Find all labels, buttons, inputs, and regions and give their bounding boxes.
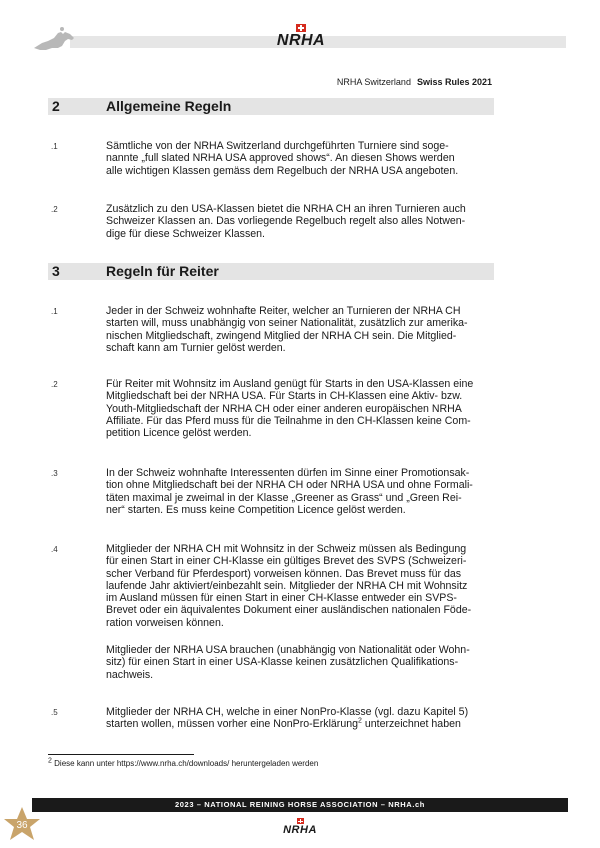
running-head-title: Swiss Rules 2021 [416,77,492,87]
paragraph-text [106,706,490,731]
paragraph-text-tail: unterzeichnet haben [361,718,461,731]
nrha-footer-logo [282,818,318,836]
paragraph-number: .1 [51,142,58,151]
paragraph-text: Jeder in der Schweiz wohnhafte Reiter, welcher an Turnieren der NRHA CH starten will, muss unabhängig von seiner Nationalität, zusätzlich zur amerika- nischen Mitgliedschaft, zwingend Mitglied der NRHA CH sein. Die Mitglied- schaft kann am Turnier gelöst werden. [106,305,468,354]
footnote-marker: 2 [48,757,52,765]
running-head [337,77,492,87]
footnote-reference: 2 [358,717,362,725]
paragraph-text: In der Schweiz wohnhafte Interessenten dürfen im Sinne einer Promotionsak- tion ohne Mitgliedschaft bei der NRHA CH oder NRHA USA und ohne Formali- täten maximal je zweimal in der Klasse „Greener as Grass“ und „Green Rei- ner“ starten. Es muss keine Competition Licence gelöst werden. [106,467,473,516]
paragraph-text: Zusätzlich zu den USA-Klassen bietet die NRHA CH an ihren Turnieren auch Schweizer Klassen an. Das vorliegende Regelbuch regelt also alles Notwen- dige für diese Schweizer Klassen. [106,203,466,240]
footnote-rule [48,754,194,755]
section-heading [48,263,494,280]
paragraph-number: .2 [51,380,58,389]
section-number: 2 [52,98,60,114]
paragraph-number: .1 [51,307,58,316]
nrha-logo-text: NRHA [276,32,326,49]
page-number: 36 [16,820,28,831]
swiss-flag-icon [296,24,306,32]
paragraph-text: Für Reiter mit Wohnsitz im Ausland genügt für Starts in den USA-Klassen eine Mitgliedschaft bei der NRHA USA. Für Starts in CH-Klassen eine Aktiv- bzw. Youth-Mitgliedschaft der NRHA CH oder einer anderen europäischen NRHA Affiliate. Für das Pferd muss für die Teilnahme in den CH-Klassen keine Com- petition Licence gelöst werden. [106,378,474,440]
footnote-text: Diese kann unter https://www.nrha.ch/downloads/ heruntergeladen werden [54,759,319,768]
paragraph-number: .5 [51,708,58,717]
footer-banner: 2023 – NATIONAL REINING HORSE ASSOCIATION – NRHA.ch [32,798,568,812]
nrha-logo-text: NRHA [283,824,317,836]
running-head-org: NRHA Switzerland [336,77,411,87]
paragraph-text: Sämtliche von der NRHA Switzerland durchgeführten Turniere sind soge- nannte „full slated NRHA USA approved shows“. An diesen Shows werden alle wichtigen Klassen gemäss dem Regelbuch der NRHA USA angeboten. [106,140,459,177]
paragraph-number: .3 [51,469,58,478]
paragraph-text: Mitglieder der NRHA CH mit Wohnsitz in der Schweiz müssen als Bedingung für einen Start in einer CH-Klasse ein gültiges Brevet des SVPS (Schweizeri- scher Verband für Pferdesport) vorweisen können. Das Brevet muss für das laufende Jahr aktiviert/einbezahlt sein. Mitglieder der NRHA CH mit Wohnsitz im Ausland müssen für einen Start in einer CH-Klasse entweder ein SVPS- Brevet oder ein äquivalentes Dokument einer ausländischen nationalen Föde- ration vorweisen können. [106,543,472,629]
section-title: Regeln für Reiter [106,263,219,279]
horse-rider-logo-icon [32,26,76,52]
paragraph-number: .2 [51,205,58,214]
section-title: Allgemeine Regeln [106,98,232,114]
section-number: 3 [52,263,60,279]
paragraph-text-main: Mitglieder der NRHA CH, welche in einer NonPro-Klasse (vgl. dazu Kapitel 5) starten wollen, müssen vorher eine NonPro-Erklärung [106,706,469,731]
nrha-logo [272,24,330,52]
section-heading [48,98,494,115]
swiss-flag-icon [297,818,304,824]
footnote [48,759,318,768]
paragraph-text: Mitglieder der NRHA USA brauchen (unabhängig von Nationalität oder Wohn- sitz) für einen Start in einer USA-Klasse keinen zusätzlichen Qualifikations- nachweis. [106,644,470,681]
paragraph-number: .4 [51,545,58,554]
